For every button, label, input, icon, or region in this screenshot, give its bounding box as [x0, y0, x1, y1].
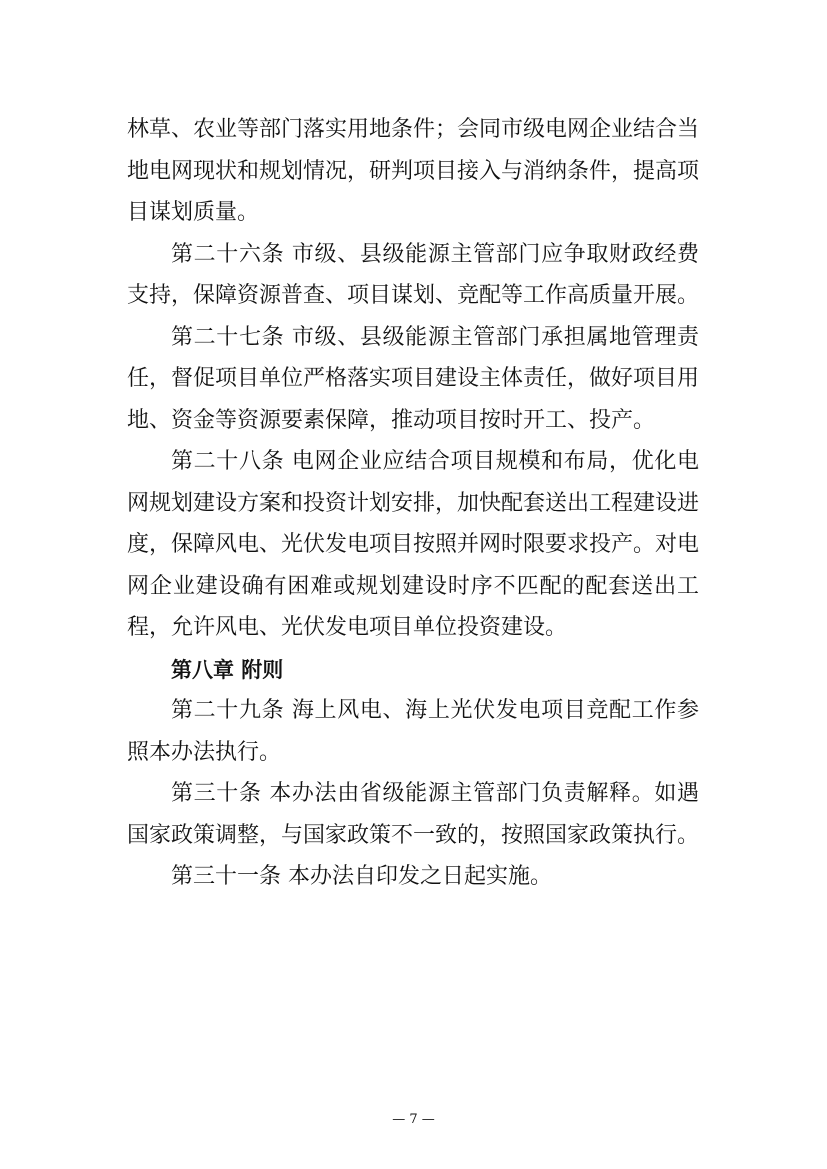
article-26-line: 第二十六条 市级、县级能源主管部门应争取财政经费 — [171, 242, 699, 267]
text-line: 目谋划质量。 — [127, 200, 260, 225]
article-30-line: 第三十条 本办法由省级能源主管部门负责解释。如遇 — [171, 781, 699, 806]
text-line: 度，保障风电、光伏发电项目按照并网时限要求投产。对电 — [127, 532, 700, 557]
text-line: 支持，保障资源普查、项目谋划、竞配等工作高质量开展。 — [127, 283, 700, 308]
text-line: 网企业建设确有困难或规划建设时序不匹配的配套送出工 — [127, 574, 699, 599]
chapter-heading: 第八章 附则 — [171, 658, 284, 682]
text-line: 地、资金等资源要素保障，推动项目按时开工、投产。 — [127, 408, 656, 433]
page-number: — 7 — — [392, 1112, 435, 1127]
article-31-line: 第三十一条 本办法自印发之日起实施。 — [171, 864, 552, 889]
text-line: 林草、农业等部门落实用地条件；会同市级电网企业结合当 — [127, 117, 700, 142]
text-line: 网规划建设方案和投资计划安排，加快配套送出工程建设进 — [127, 491, 700, 516]
text-line: 国家政策调整，与国家政策不一致的，按照国家政策执行。 — [127, 823, 700, 848]
article-27-line: 第二十七条 市级、县级能源主管部门承担属地管理责 — [171, 325, 699, 350]
text-line: 任，督促项目单位严格落实项目建设主体责任，做好项目用 — [127, 366, 700, 391]
text-line: 程，允许风电、光伏发电项目单位投资建设。 — [127, 615, 568, 640]
text-line: 照本办法执行。 — [127, 740, 282, 765]
text-line: 地电网现状和规划情况，研判项目接入与消纳条件，提高项 — [127, 159, 700, 184]
article-29-line: 第二十九条 海上风电、海上光伏发电项目竞配工作参 — [171, 698, 699, 723]
article-28-line: 第二十八条 电网企业应结合项目规模和布局，优化电 — [171, 449, 699, 474]
